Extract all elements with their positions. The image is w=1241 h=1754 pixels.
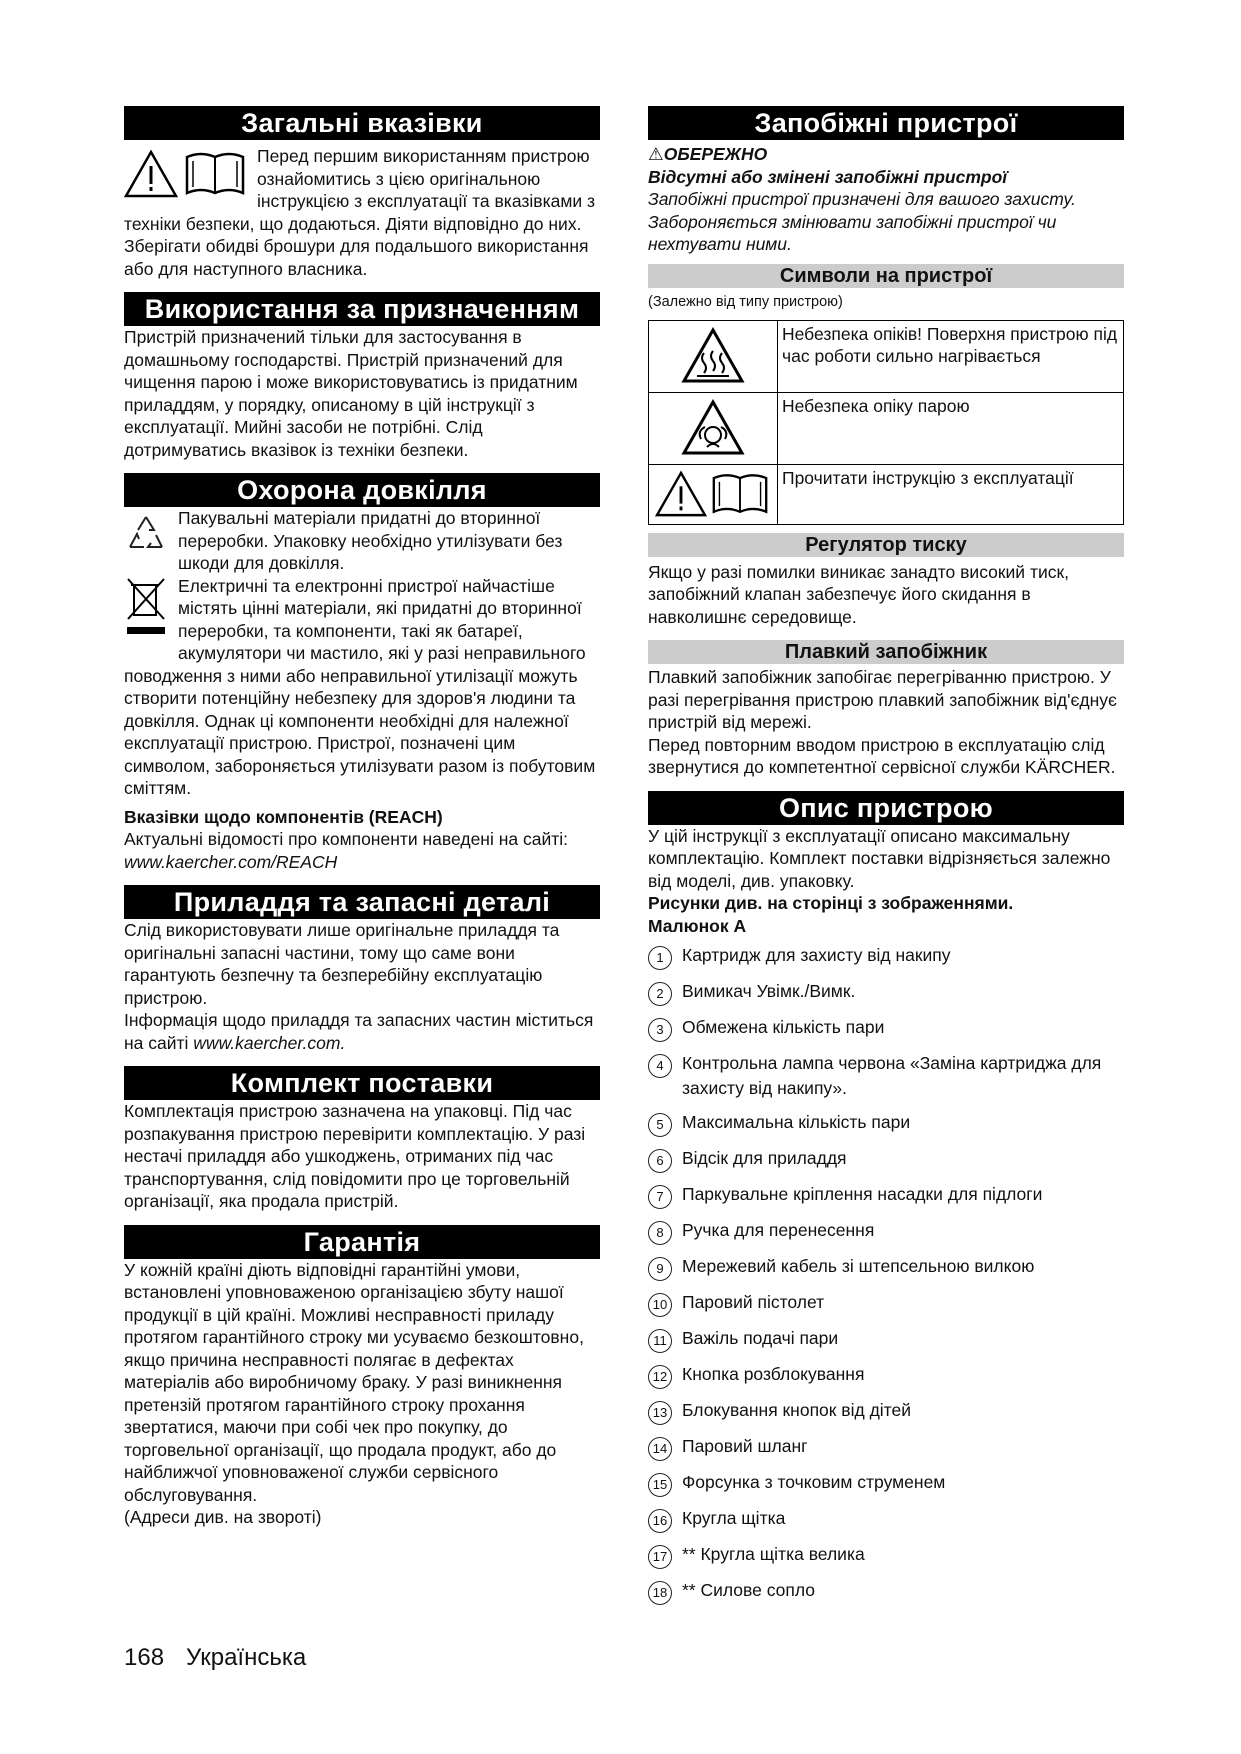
section-title-use: Використання за призначенням (124, 292, 600, 326)
symbol-row (649, 464, 1124, 524)
steam-burn-icon (681, 399, 745, 457)
section-title-regulator: Регулятор тиску (648, 533, 1124, 557)
crossed-bin-icon (124, 575, 168, 637)
list-item (648, 1362, 1124, 1389)
item-number-badge: 1 (648, 946, 672, 970)
list-item (648, 1218, 1124, 1245)
item-number-badge: 18 (648, 1581, 672, 1605)
item-label: ** Силове сопло (682, 1580, 816, 1600)
figure-label: Малюнок А (648, 915, 747, 936)
warning-triangle-icon (655, 470, 707, 518)
symbol-row (649, 392, 1124, 464)
caution-text: Запобіжні пристрої призначені для вашого захисту. Забороняється змінювати запобіжні пристрої чи нехтувати ними. (648, 189, 1076, 254)
item-number-badge: 7 (648, 1185, 672, 1209)
section-title-warranty: Гарантія (124, 1225, 600, 1259)
item-number-badge: 2 (648, 982, 672, 1006)
footer-language: Українська (186, 1644, 307, 1671)
section-title-general: Загальні вказівки (124, 106, 600, 140)
item-number-badge: 8 (648, 1221, 672, 1245)
use-text: Пристрій призначений тільки для застосування в домашньому господарстві. Пристрій призначений для чищення парою і може використовуватись із придатним приладдям, у порядку, описаному в цій інструкції з експлуатації. Мийні засоби не потрібні. Слід дотримуватись вказівок із техніки безпеки. (124, 327, 578, 460)
item-label: Обмежена кількість пари (682, 1017, 885, 1037)
regulator-text: Якщо у разі помилки виникає занадто високий тиск, запобіжний клапан забезпечує його скидання в навколишнє середовище. (648, 561, 1069, 627)
section-title-accessories: Приладдя та запасні деталі (124, 885, 600, 919)
reach-text: Актуальні відомості про компоненти наведені на сайті: www.kaercher.com/REACH (124, 829, 569, 872)
page-number: 168 (124, 1644, 165, 1671)
description-text: У цій інструкції з експлуатації описано максимальну комплектацію. Комплект поставки відрізняється залежно від моделі, див. упаковку. (648, 825, 1111, 891)
section-title-environment: Охорона довкілля (124, 473, 600, 507)
item-label: Паровий шланг (682, 1436, 808, 1456)
item-label: Максимальна кількість пари (682, 1112, 911, 1132)
symbol-row (649, 320, 1124, 392)
item-label: Форсунка з точковим струменем (682, 1472, 946, 1492)
item-number-badge: 17 (648, 1545, 672, 1569)
delivery-text: Комплектація пристрою зазначена на упаковці. Під час розпакування пристрою перевірити комплектацію. У разі нестачі приладдя або ушкоджень, отриманих під час транспортування, слід повідомити про це торговельній організації, яка продала пристрій. (124, 1101, 586, 1211)
list-item (648, 943, 1124, 970)
item-label: Паркувальне кріплення насадки для підлоги (682, 1184, 1043, 1204)
page-footer (124, 1644, 328, 1672)
list-item (648, 1434, 1124, 1461)
general-text-2: Зберігати обидві брошури для подальшого використання або для наступного власника. (124, 236, 589, 279)
item-label: Важіль подачі пари (682, 1328, 839, 1348)
list-item (648, 1051, 1124, 1101)
item-number-badge: 3 (648, 1018, 672, 1042)
symbol-text-hot: Небезпека опіків! Поверхня пристрою під час роботи сильно нагрівається (778, 320, 1124, 392)
item-label: Картридж для захисту від накипу (682, 945, 951, 965)
read-manual-icon (711, 470, 769, 518)
section-title-safety: Запобіжні пристрої (648, 106, 1124, 140)
env-text-1: Пакувальні матеріали придатні до вторинної переробки. Упаковку необхідно утилізувати без шкоди для довкілля. (178, 508, 563, 573)
item-number-badge: 12 (648, 1365, 672, 1389)
item-label: Відсік для приладдя (682, 1148, 847, 1168)
left-column (124, 106, 600, 1529)
accessories-text-1: Слід використовувати лише оригінальне приладдя та оригінальні запасні частини, тому що саме вони гарантують безпечну та безперебійну експлуатацію пристрою. (124, 920, 560, 1008)
caution-subtitle: Відсутні або змінені запобіжні пристрої (648, 166, 1008, 187)
symbols-table (648, 320, 1124, 525)
item-number-badge: 16 (648, 1509, 672, 1533)
list-item (648, 1470, 1124, 1497)
fuse-text-1: Плавкий запобіжник запобігає перегріванню пристрою. У разі перегрівання пристрою плавкий запобіжник від'єднує пристрій від мережі. (648, 667, 1117, 732)
item-label: Блокування кнопок від дітей (682, 1400, 911, 1420)
item-label: ** Кругла щітка велика (682, 1544, 865, 1564)
list-item (648, 1542, 1124, 1569)
item-number-badge: 13 (648, 1401, 672, 1425)
general-text-1: Перед першим використанням пристрою ознайомитись з цією оригінальною інструкцією з експлуатації та вказівками з техніки безпеки, що додаються. Діяти відповідно до них. (124, 146, 596, 234)
reach-link[interactable]: www.kaercher.com/REACH (124, 851, 338, 872)
list-item (648, 1326, 1124, 1353)
accessories-text-2: Інформація щодо приладдя та запасних частин міститься на сайті www.kaercher.com. (124, 1010, 594, 1053)
warranty-text-2: (Адреси див. на звороті) (124, 1507, 322, 1527)
list-item (648, 1182, 1124, 1209)
symbol-text-manual: Прочитати інструкцію з експлуатації (778, 464, 1124, 524)
hot-surface-icon (681, 327, 745, 385)
item-label: Вимикач Увімк./Вимк. (682, 981, 856, 1001)
list-item (648, 1578, 1124, 1605)
env-recycle-row (124, 507, 600, 575)
env-text-2: Електричні та електронні пристрої найчастіше містять цінні матеріали, які придатні до вторинної переробки, та компоненти, такі як батареї, акумулятори чи мастило, які у разі неправильного поводження з ними або неправильної утилізації можуть створити потенційну небезпеку для здоров'я людини та довкілля. Однак ці компоненти необхідні для належної експлуатації пристрою. Пристрої, позначені цим символом, забороняється утилізувати разом із побутовим сміттям. (124, 575, 596, 798)
caution-heading: ⚠ОБЕРЕЖНО (648, 144, 768, 164)
list-item (648, 979, 1124, 1006)
item-label: Кругла щітка (682, 1508, 786, 1528)
item-number-badge: 15 (648, 1473, 672, 1497)
list-item (648, 1398, 1124, 1425)
item-number-badge: 10 (648, 1293, 672, 1317)
item-label: Кнопка розблокування (682, 1364, 865, 1384)
item-label: Паровий пістолет (682, 1292, 825, 1312)
list-item (648, 1290, 1124, 1317)
section-title-description: Опис пристрою (648, 791, 1124, 825)
fuse-text-2: Перед повторним вводом пристрою в експлуатацію слід звернутися до компетентної сервісної служби KÄRCHER. (648, 734, 1116, 777)
list-item (648, 1015, 1124, 1042)
item-label: Мережевий кабель зі штепсельною вилкою (682, 1256, 1035, 1276)
list-item (648, 1254, 1124, 1281)
item-number-badge: 11 (648, 1329, 672, 1353)
list-item (648, 1506, 1124, 1533)
item-number-badge: 14 (648, 1437, 672, 1461)
section-title-symbols: Символи на пристрої (648, 264, 1124, 288)
recycle-icon (124, 513, 168, 557)
list-item (648, 1146, 1124, 1173)
figures-note: Рисунки див. на сторінці з зображеннями. (648, 893, 1014, 913)
section-title-fuse: Плавкий запобіжник (648, 640, 1124, 664)
item-number-badge: 4 (648, 1054, 672, 1078)
item-number-badge: 5 (648, 1113, 672, 1137)
parts-list (648, 943, 1124, 1605)
symbol-text-steam: Небезпека опіку парою (778, 392, 1124, 464)
accessories-link[interactable]: www.kaercher.com. (193, 1032, 346, 1053)
symbols-note: (Залежно від типу пристрою) (648, 293, 843, 310)
item-label: Контрольна лампа червона «Заміна картриджа для захисту від накипу». (682, 1053, 1102, 1098)
item-label: Ручка для перенесення (682, 1220, 875, 1240)
warranty-text: У кожній країні діють відповідні гарантійні умови, встановлені уповноваженою організацією збуту нашої продукції в цій країні. Можливі несправності приладу протягом гарантійного строку ми усуваємо безкоштовно, якщо причина несправності полягає в дефектах матеріалів або виробничому браку. У разі виникнення претензій протягом гарантійного строку прохання звертатися, маючи при собі чек про покупку, до торговельної організації, що продала продукт, або до найближчої уповноваженої служби сервісного обслуговування. (124, 1259, 584, 1505)
item-number-badge: 9 (648, 1257, 672, 1281)
caution-triangle-icon: ⚠ (648, 144, 664, 164)
item-number-badge: 6 (648, 1149, 672, 1173)
reach-title: Вказівки щодо компонентів (REACH) (124, 806, 443, 827)
right-column (648, 106, 1124, 1614)
section-title-delivery: Комплект поставки (124, 1066, 600, 1100)
list-item (648, 1110, 1124, 1137)
